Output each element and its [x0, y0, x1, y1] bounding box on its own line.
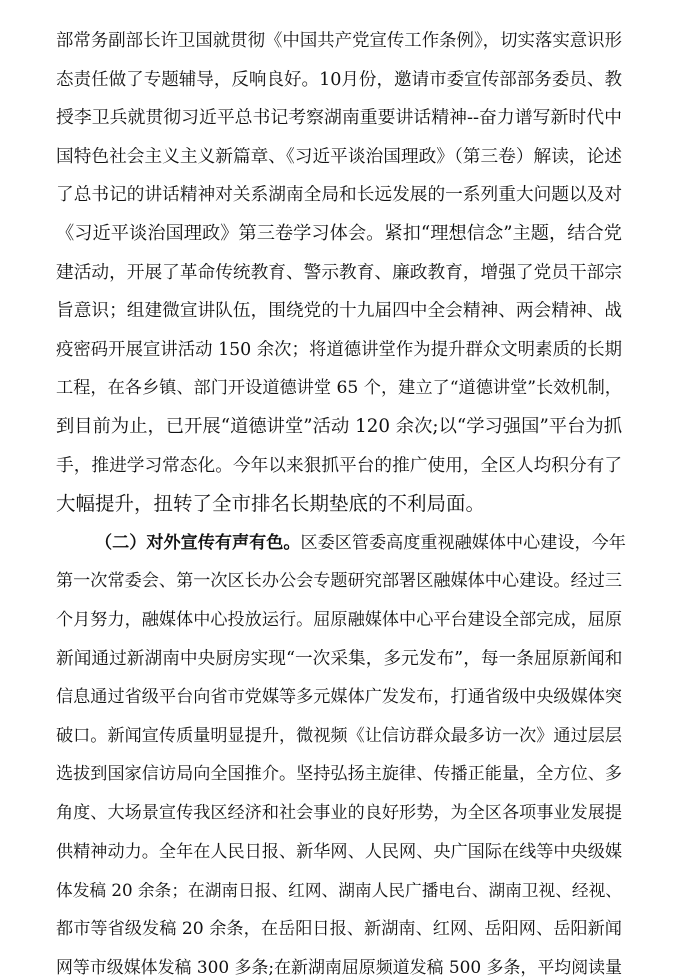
paragraph-line: 部常务副部长许卫国就贯彻《中国共产党宣传工作条例》，切实落实意识形	[56, 31, 622, 51]
paragraph-line: 信息通过省级平台向省市党媒等多元媒体广发发布，打通省级中央级媒体突	[56, 687, 622, 708]
section-heading-line	[56, 531, 626, 555]
paragraph-text: 区委区管委高度重视融媒体中心建设，今年	[300, 532, 626, 553]
paragraph-line: 网等市级媒体发稿 300 多条;在新湖南屈原频道发稿 500 多条，平均阅读量	[56, 957, 622, 978]
paragraph-line: 大幅提升，扭转了全市排名长期垫底的不利局面。	[56, 492, 486, 516]
paragraph-line: 工程，在各乡镇、部门开设道德讲堂 65 个，建立了“道德讲堂”长效机制，	[56, 378, 622, 399]
paragraph-line: 第一次常委会、第一次区长办公会专题研究部署区融媒体中心建设。经过三	[56, 571, 622, 592]
paragraph-line: 个月努力，融媒体中心投放运行。屈原融媒体中心平台建设全部完成，屈原	[56, 610, 622, 630]
paragraph-line: 到目前为止，已开展“道德讲堂”活动 120 余次;以“学习强国”平台为抓	[56, 416, 622, 437]
paragraph-line: 建活动，开展了革命传统教育、警示教育、廉政教育，增强了党员干部宗	[56, 262, 623, 283]
paragraph-line: 新闻通过新湖南中央厨房实现“一次采集，多元发布”，每一条屈原新闻和	[56, 648, 623, 669]
paragraph-line: 供精神动力。全年在人民日报、新华网、人民网、央广国际在线等中央级媒	[56, 841, 622, 862]
paragraph-line: 体发稿 20 余条；在湖南日报、红网、湖南人民广播电台、湖南卫视、经视、	[56, 880, 622, 901]
section-heading: （二）对外宣传有声有色。	[95, 532, 301, 553]
paragraph-line: 了总书记的讲话精神对关系湖南全局和长远发展的一系列重大问题以及对	[56, 185, 623, 206]
paragraph-line: 国特色社会主义主义新篇章、《习近平谈治国理政》（第三卷）解读，论述	[56, 146, 622, 167]
paragraph-line: 授李卫兵就贯彻习近平总书记考察湖南重要讲话精神--奋力谱写新时代中	[56, 107, 622, 129]
paragraph-line: 角度、大场景宣传我区经济和社会事业的良好形势，为全区各项事业发展提	[56, 803, 622, 823]
paragraph-line: 破口。新闻宣传质量明显提升，微视频《让信访群众最多访一次》通过层层	[56, 725, 622, 746]
paragraph-line: 旨意识；组建微宣讲队伍，围绕党的十九届四中全会精神、两会精神、战	[56, 301, 623, 322]
paragraph-line: 态责任做了专题辅导，反响良好。10月份，邀请市委宣传部部务委员、教	[56, 69, 622, 90]
paragraph-line: 选拔到国家信访局向全国推介。坚持弘扬主旋律、传播正能量，全方位、多	[56, 764, 622, 785]
paragraph-line: 《习近平谈治国理政》第三卷学习体会。紧扣“理想信念”主题，结合党	[56, 223, 622, 244]
paragraph-line: 都市等省级发稿 20 余条，在岳阳日报、新湖南、红网、岳阳网、岳阳新闻	[56, 918, 622, 939]
paragraph-line: 手，推进学习常态化。今年以来狠抓平台的推广使用，全区人均积分有了	[56, 455, 623, 476]
paragraph-line: 疫密码开展宣讲活动 150 余次；将道德讲堂作为提升群众文明素质的长期	[56, 339, 622, 360]
